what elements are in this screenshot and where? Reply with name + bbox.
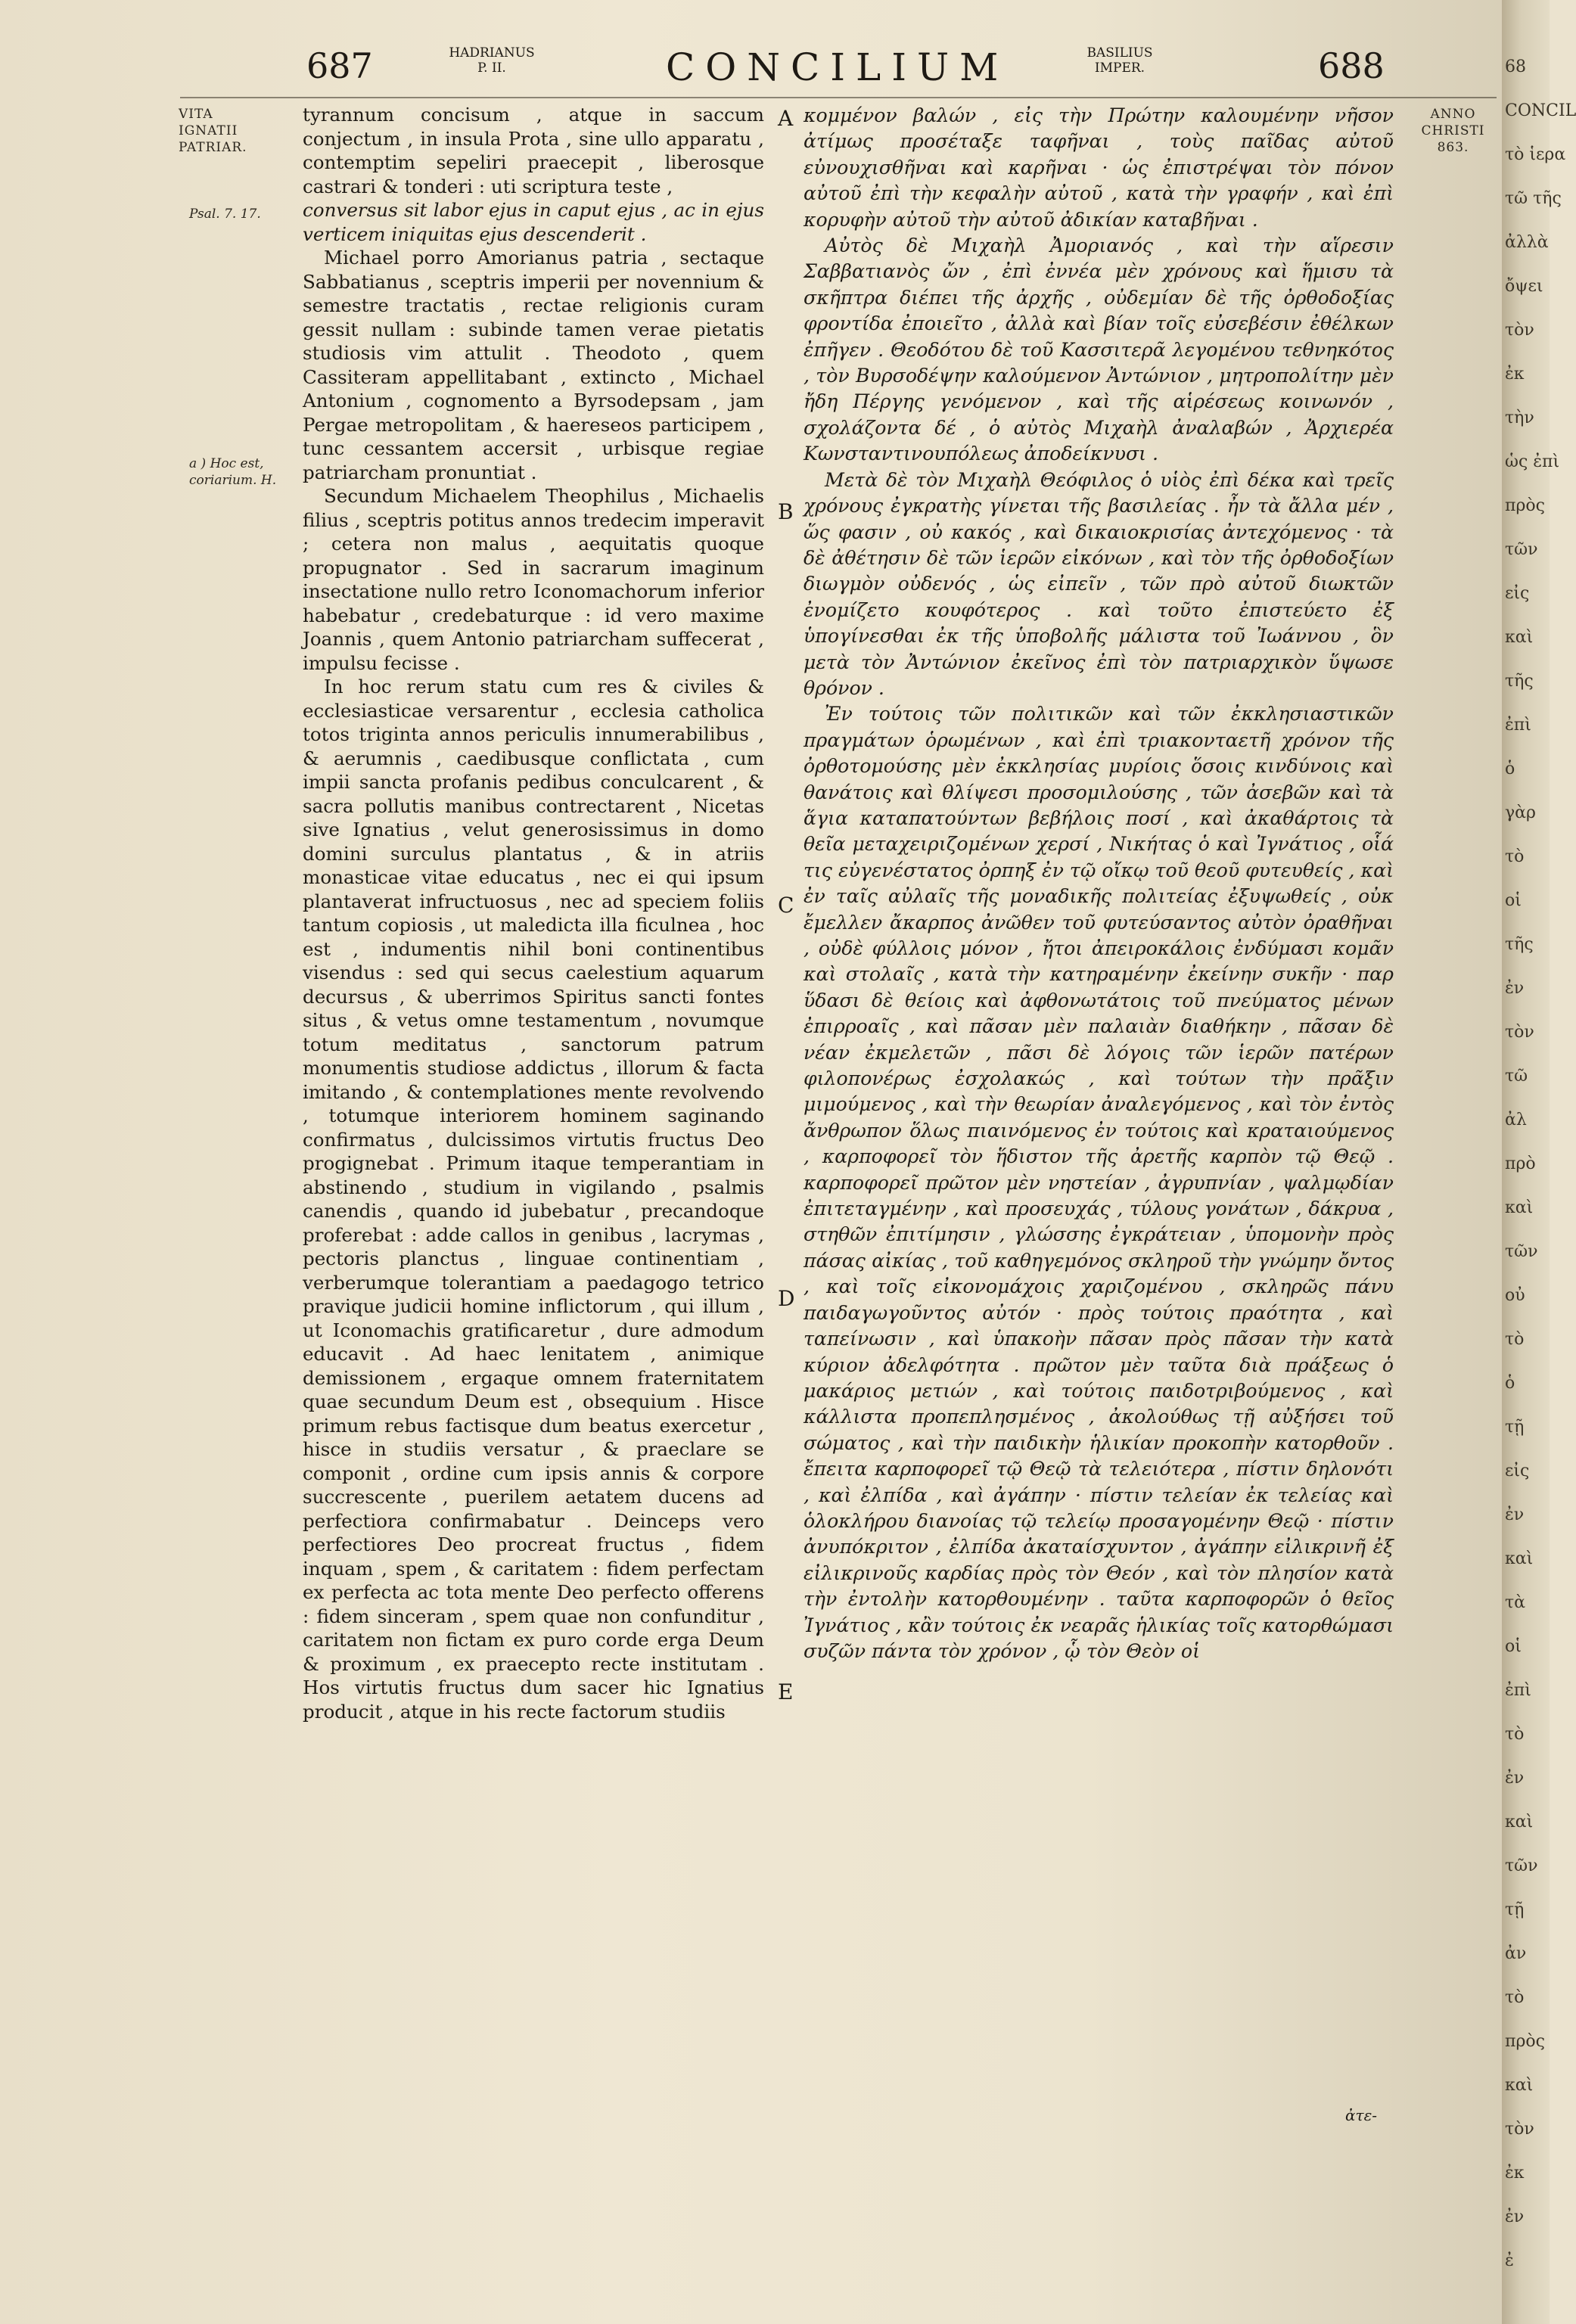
greek-paragraph: Αὐτὸς δὲ Μιχαὴλ Ἀμοριανός , καὶ τὴν αἵρεσιν Σαββατιανὸς ὤν , ἐπὶ ἐννέα μὲν χρόνους καὶ ἥμισυ τὰ σκῆπτρα διέπει τῆς ἀρχῆς , οὐδεμίαν δὲ τῆς ὀρθοδοξίας φροντίδα ἐποιεῖτο , ἀλλὰ καὶ βίαν τοῖς εὐσεβέσιν ἐθέλκων ἐπῆγεν . Θεοδότου δὲ τοῦ Κασσιτερᾶ λεγομένου τεθνηκότος , τὸν Βυρσοδέψην καλούμενον Ἀντώνιον , μητροπολίτην μὲν ἤδη Πέργης γενόμενον , καὶ τῆς αἱρέσεως κοινωνόν , σχολάζοντα δέ , ὁ αὐτὸς Μιχαὴλ ἀναλαβών , Ἀρχιερέα Κωνσταντινουπόλεως ἀποδείκνυσι . — [804, 235, 1394, 465]
margin-note-vita — [179, 106, 273, 156]
section-mark-a: A — [778, 106, 794, 131]
margin-note-line: a ) Hoc est, — [189, 456, 264, 471]
margin-note-footnote — [189, 455, 280, 489]
greek-paragraph: Ἐν τούτοις τῶν πολιτικῶν καὶ τῶν ἐκκλησιαστικῶν πραγμάτων ὁρωμένων , καὶ ἐπὶ τριακονταετῆ χρόνον τῆς ὀρθοτομούσης μὲν ἐκκλησίας μυρίοις ὅσοις κινδύνοις καὶ θανάτοις καὶ θλίψεσι προσομιλούσης , τῶν ἀσεβῶν καὶ τὰ ἅγια καταπατούντων βεβήλοις ποσί , καὶ ἀκαθάρτοις τὰ θεῖα μεταχειριζομένων χερσί , Νικήτας ὁ καὶ Ἰγνάτιος , οἷά τις εὐγενέστατος ὀρπηξ ἐν τῷ οἴκῳ τοῦ θεοῦ φυτευθείς , καὶ ἐν ταῖς αὐλαῖς τῆς μοναδικῆς πολιτείας ἐξυψωθείς , οὐκ ἔμελλεν ἄκαρπος ἀνῶθεν τοῦ φυτεύσαντος αὐτὸν ὀραθῆναι , οὐδὲ φύλλοις μόνον , ἤτοι ἀπειροκάλοις ἐνδύμασι κομᾶν καὶ στολαῖς , κατὰ τὴν κατηραμένην ἐκείνην συκῆν · παρ ὕδασι δὲ θείοις καὶ ἀφθονωτάτοις τοῦ πνεύματος μένων ἐπιρροαῖς , καὶ πᾶσαν μὲν παλαιὰν διαθήκην , πᾶσαν δὲ νέαν ἐκμελετῶν , πᾶσι δὲ λόγοις τῶν ἱερῶν πατέρων φιλοπονέρως ἐσχολακώς , καὶ τούτων τὴν πρᾶξιν μιμούμενος , καὶ τὴν θεωρίαν ἀναλεγόμενος , καὶ τὸν ἐντὸς ἄνθρωπον ὅλως πιαινόμενος ἐν τούτοις καὶ κραταιούμενος , καρποφορεῖ τὸν ἥδιστον τῆς ἀρετῆς καρπὸν τῷ Θεῷ . καρποφορεῖ πρῶτον μὲν νηστείαν , ἀγρυπνίαν , ψαλμῳδίαν ἐπιτεταγμένην , καὶ προσευχάς , τύλους γονάτων , δάκρυα , στηθῶν ἐπιτίμησιν , γλώσσης ἐγκράτειαν , ὑπομονὴν πρὸς πάσας αἰκίας , τοῦ καθηγεμόνος σκληροῦ τὴν γνώμην ὄντος , καὶ τοῖς εἰκονομάχοις χαριζομένου , σκληρῶς πάνυ παιδαγωγοῦντος αὐτόν · πρὸς τούτοις πραότητα , καὶ ταπείνωσιν , καὶ ὑπακοὴν πᾶσαν πρὸς πᾶσαν τὴν κατὰ κύριον ἀδελφότητα . πρῶτον μὲν ταῦτα διὰ πράξεως ὁ μακάριος μετιών , καὶ τούτοις παιδοτριβούμενος , καὶ κάλλιστα προπεπλησμένος , ἀκολούθως τῇ αὐξήσει τοῦ σώματος , καὶ τὴν παιδικὴν ἡλικίαν προκοπὴν κατορθοῦν . ἔπειτα καρποφορεῖ τῷ Θεῷ τὰ τελειότερα , πίστιν δηλονότι , καὶ ἐλπίδα , καὶ ἀγάπην · πίστιν τελείαν ἐκ τελείας καὶ ὁλοκλήρου διανοίας τῷ τελείῳ προσαγομένην Θεῷ · πίστιν ἀνυπόκριτον , ἐλπίδα ἀκαταίσχυντον , ἀγάπην εἰλικρινῆ ἐξ εἰλικρινοῦς καρδίας πρὸς τὸν Θεόν , καὶ τὸν πλησίον κατὰ τὴν ἐντολὴν κατορθουμένην . ταῦτα καρποφορῶν ὁ θεῖος Ἰγνάτιος , κἂν τούτοις ἐκ νεαρᾶς ἡλικίας τοῖς κατορθώμασι συζῶν πάντα τὸν χρόνον , ᾧ τὸν Θεὸν οἱ — [804, 703, 1394, 1662]
margin-note-psalm: Psal. 7. 17. — [189, 207, 261, 222]
margin-note-anno — [1406, 106, 1500, 156]
section-mark-e: E — [778, 1679, 794, 1704]
section-mark-d: D — [778, 1286, 795, 1311]
margin-note-line: ANNO — [1430, 107, 1476, 122]
section-mark-b: B — [778, 499, 794, 524]
latin-column — [303, 103, 764, 1723]
latin-paragraph: In hoc rerum statu cum res & civiles & ecclesiasticae versarentur , ecclesia catholica totos triginta annos periculis innumerabilibus , & aerumnis , caedibusque conflictata , cum impii sancta profanis pedibus conculcarent , & sacra pollutis manibus contrectarent , Nicetas sive Ignatius , velut generosissimus in domo domini surculus plantatus , & in atriis monasticae vitae educatus , nec ei qui ipsum plantaverat infructuosus , nec ad speciem foliis tantum copiosis , ut maledicta illa ficulnea , hoc est , indumentis nihil boni continentibus visendus : sed qui secus caelestium aquarum decursus , & uberrimos Spiritus sancti fontes situs , & vetus omne testamentum , novumque totum meditatus , sanctorum patrum monumentis studiose addictus , illorum & facta imitando , & contemplationes mente revolvendo , totumque interiorem hominem saginando confirmatus , dulcissimos virtutis fructus Deo progignebat . Primum itaque temperantiam in abstinendo , studium in vigilando , psalmis canendis , quando id jubebatur , precandoque proferebat : adde callos in genibus , lacrymas , pectoris planctus , linguae continentiam , verberumque tolerantiam a paedagogo tetrico pravique judicii homine inflictorum , qui illum , ut Iconomachis gratificaretur , dure admodum educavit . Ad haec lenitatem , animique demissionem , ergaque omnem fraternitatem quae secundum Deum est , obsequium . Hisce primum rebus factisque dum beatus exercetur , hisce in studiis versatur , & praeclare se componit , ordine cum ipsis annis & corpore succrescente , puerilem aetatem ducens ad perfectiora confirmabatur . Deinceps vero perfectiores Deo procreat fructus , fidem inquam , spem , & caritatem : fidem perfectam ex perfecta ac tota mente Deo perfecto offerens : fidem sinceram , spem quae non confunditur , caritatem non fictam ex puro corde erga Deum & proximum , ex praecepto recte institutam . Hos virtutis fructus dum sacer hic Ignatius producit , atque in his recte factorum studiis — [303, 676, 764, 1723]
latin-paragraph: Secundum Michaelem Theophilus , Michaelis filius , sceptris potitus annos tredecim imperavit ; cetera non malus , aequitatis quoque propugnator . Sed in sacrarum imaginum insectatione nullo retro Iconomachorum inferior habebatur , credebaturque : id vero maxime Joannis , quem Antonio patriarcham suffecerat , impulsu fecisse . — [303, 485, 764, 674]
greek-column — [804, 103, 1394, 1664]
margin-note-line: VITA — [179, 107, 213, 122]
running-head-right — [1074, 45, 1165, 91]
margin-note-line: 863. — [1437, 140, 1469, 155]
catchword: ἀτε- — [1345, 2106, 1378, 2124]
running-head-right-line: BASILIUS — [1086, 45, 1153, 61]
margin-note-line: IGNATII — [179, 123, 238, 138]
page-title: CONCILIUM — [666, 45, 1009, 89]
margin-note-line: PATRIAR. — [179, 140, 247, 155]
facing-page-text: 68 CONCIL τὸ ἱερα τῶ τῆς ἀλλὰ ὄψει τὸν ἐκ τὴν ὡς ἐπὶ πρὸς τῶν εἰς καὶ τῆς ἐπὶ ὁ γὰρ τὸ οἱ τῆς ἐν τὸν τῶ ἀλ πρὸ καὶ τῶν οὐ τὸ ὁ τῇ εἰς ἐν καὶ τὰ οἱ ἐπὶ τὸ ἐν καὶ τῶν τῇ ἀν τὸ πρὸς καὶ τὸν ἐκ ἐν ἐ — [1505, 57, 1576, 2270]
greek-paragraph: Μετὰ δὲ τὸν Μιχαὴλ Θεόφιλος ὁ υἱὸς ἐπὶ δέκα καὶ τρεῖς χρόνους ἐγκρατὴς γίνεται τῆς βασιλείας . ἦν τὰ ἄλλα μέν , ὥς φασιν , οὐ κακός , καὶ δικαιοκρισίας ἀντεχόμενος · τὰ δὲ ἀθέτησιν δὲ τῶν ἱερῶν εἰκόνων , καὶ τὸν τῆς ὀρθοδοξίων διωγμὸν οὐδενός , ὡς εἰπεῖν , τῶν πρὸ αὐτοῦ διωκτῶν ἐνομίζετο κουφότερος . καὶ τοῦτο ἐπιστεύετο ἐξ ὑπογίνεσθαι ἐκ τῆς ὑποβολῆς μάλιστα τοῦ Ἰωάννου , ὃν μετὰ τὸν Ἀντώνιον ἐκεῖνος ἐπὶ τὸν πατριαρχικὸν ὕψωσε θρόνον . — [804, 468, 1394, 699]
page-number-right: 688 — [1318, 45, 1385, 86]
latin-paragraph-italic: conversus sit labor ejus in caput ejus , ac in ejus verticem iniquitas ejus descenderit . — [303, 199, 764, 245]
running-head-left-line: P. II. — [477, 61, 506, 76]
margin-note-line: coriarium. H. — [189, 473, 277, 488]
running-head-left-line: HADRIANUS — [449, 45, 535, 61]
latin-paragraph: Michael porro Amorianus patria , sectaque Sabbatianus , sceptris imperii per novennium & semestre tractatis , rectae religionis curam gessit nullam : subinde tamen verae pietatis studiosis vim attulit . Theodoto , quem Cassiteram appellitabant , extincto , Michael Antonium , cognomento a Byrsodepsam , jam Pergae metropolitam , & haereseos participem , tunc cessantem accersit , urbisque regiae patriarcham pronuntiat . — [303, 247, 764, 483]
running-head-left — [446, 45, 537, 91]
page-number-left: 687 — [306, 45, 373, 86]
facing-page-edge — [1502, 0, 1576, 2324]
section-mark-c: C — [778, 893, 794, 918]
running-head-right-line: IMPER. — [1094, 61, 1145, 76]
margin-note-line: CHRISTI — [1421, 123, 1485, 138]
header-rule — [180, 97, 1497, 98]
latin-paragraph: tyrannum concisum , atque in saccum conjectum , in insula Prota , sine ullo apparatu , contemptim sepeliri praecepit , liberosque castrari & tonderi : uti scriptura teste , — [303, 104, 764, 197]
greek-paragraph: κομμένον βαλών , εἰς τὴν Πρώτην καλουμένην νῆσον ἀτίμως προσέταξε ταφῆναι , τοὺς παῖδας αὐτοῦ εὐνουχισθῆναι καὶ καρῆναι · ὡς ἐπιστρέψαι τὸν πόνον αὐτοῦ ἐπὶ τὴν κεφαλὴν αὐτοῦ , κατὰ τὴν γραφήν , καὶ ἐπὶ κορυφὴν αὐτοῦ τὴν αὐτοῦ ἀδικίαν καταβῆναι . — [804, 104, 1394, 231]
